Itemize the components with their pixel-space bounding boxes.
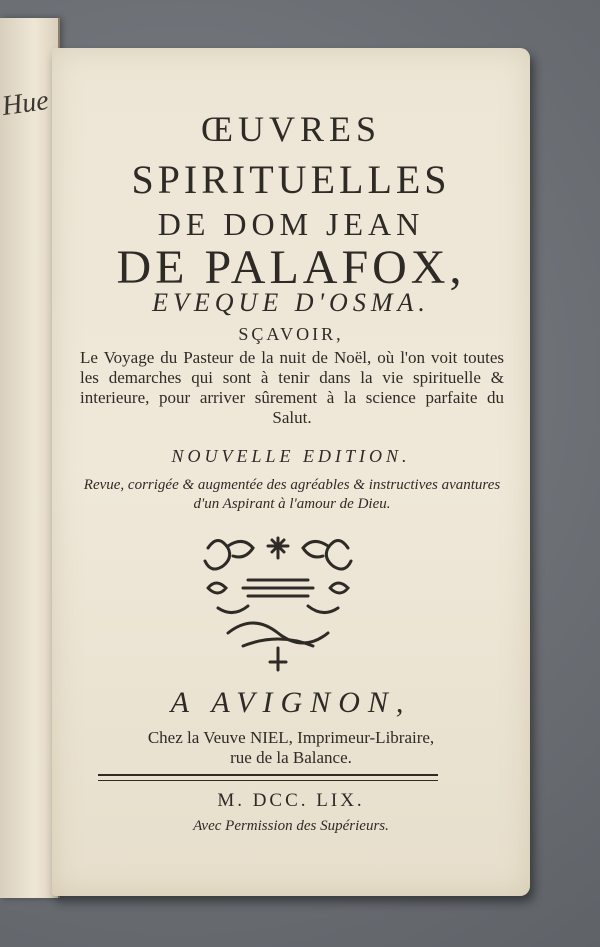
place-line: A AVIGNON, [170, 686, 412, 719]
printer-line-2: rue de la Balance. [230, 748, 352, 767]
permission-line: Avec Permission des Supérieurs. [193, 818, 389, 834]
title-line-palafox: DE PALAFOX, [116, 241, 466, 294]
year-line: M. DCC. LIX. [217, 790, 365, 811]
title-line-de-dom-jean: DE DOM JEAN [157, 206, 425, 242]
title-line-scavoir: SÇAVOIR, [238, 324, 344, 344]
title-page [52, 48, 530, 896]
book-spine [0, 18, 60, 898]
description-paragraph: Le Voyage du Pasteur de la nuit de Noël, où l'on voit toutes les demarches qui sont à tenir dans la vie spirituelle & interieure, pour arriver sûrement à la science parfaite du Salut. [80, 348, 504, 427]
title-line-spirituelles: SPIRITUELLES [131, 157, 451, 202]
rule-thin [98, 780, 438, 781]
printer-line-1: Chez la Veuve NIEL, Imprimeur-Libraire, [147, 728, 435, 747]
edition-heading: NOUVELLE EDITION. [171, 446, 411, 466]
edition-note: Revue, corrigée & augmentée des agréables & instructives avantures d'un Aspirant à l'amour de Dieu. [83, 477, 501, 512]
handwritten-note: Hue [0, 84, 51, 123]
printers-ornament-icon [188, 528, 368, 678]
title-line-oeuvres: ŒUVRES [200, 109, 382, 149]
rule-top [98, 774, 438, 776]
title-line-eveque: EVEQUE D'OSMA. [152, 288, 430, 317]
